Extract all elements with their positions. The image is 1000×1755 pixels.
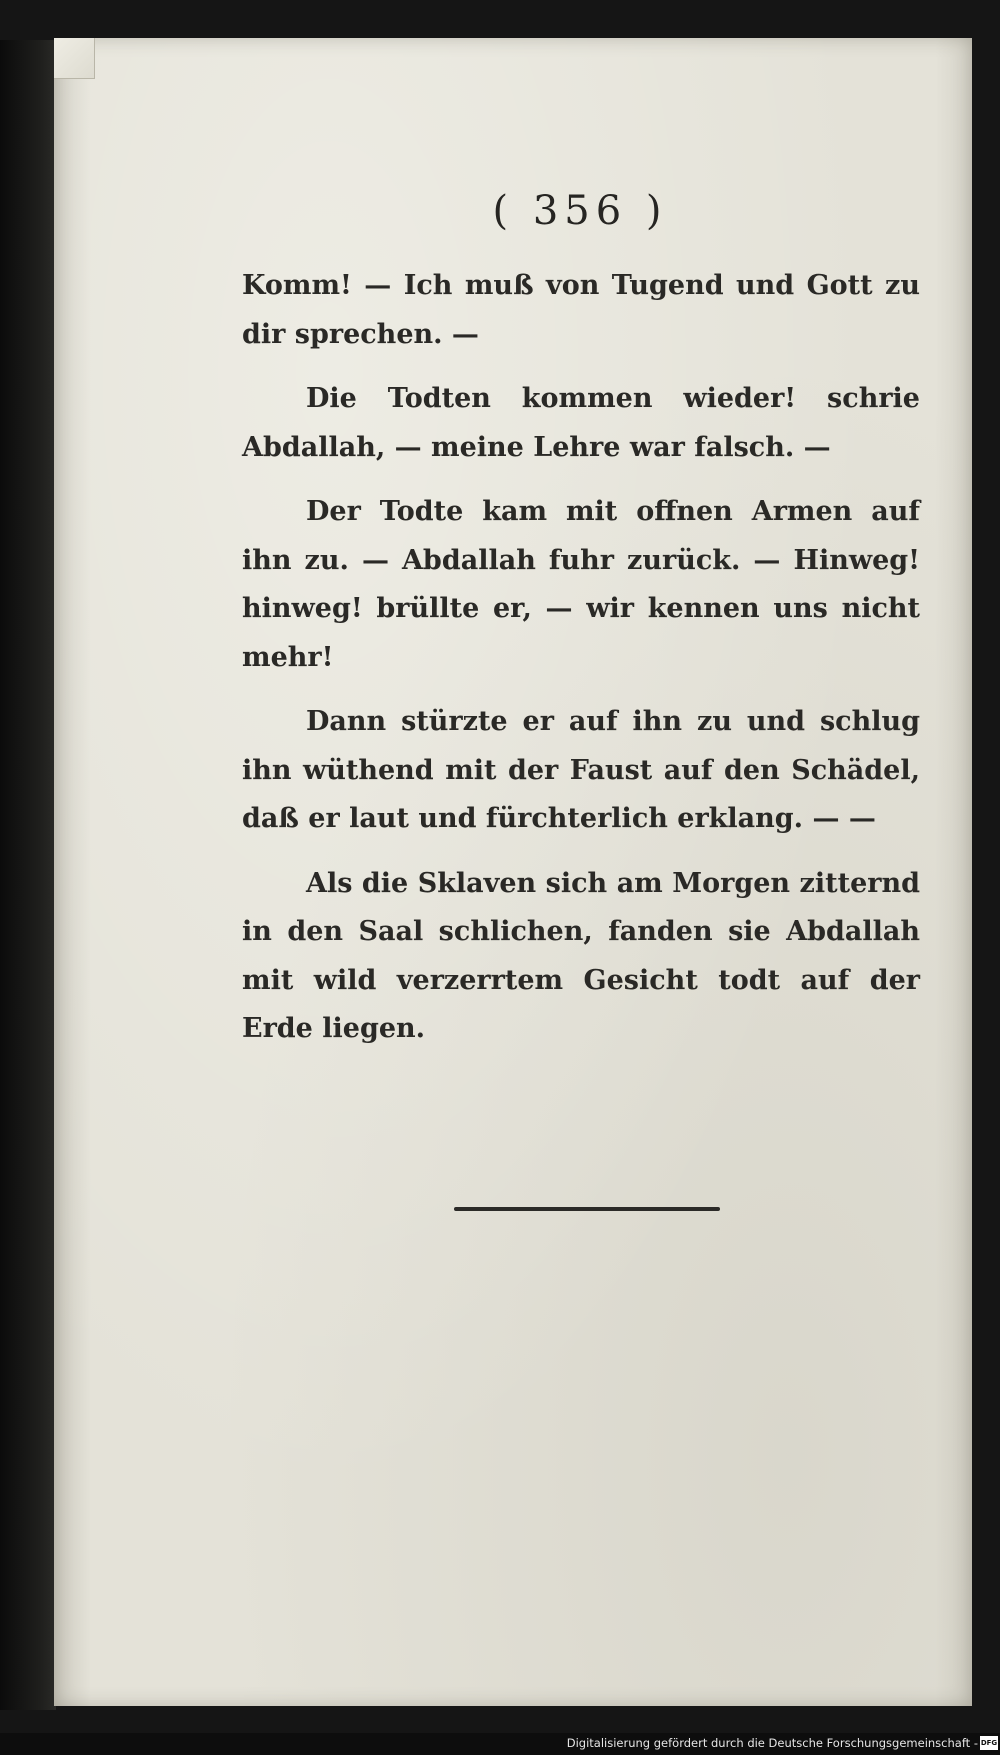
paragraph-1: Komm! — Ich muß von Tugend und Gott zu dir sprechen. — xyxy=(242,270,920,350)
dfg-logo-icon: DFG xyxy=(980,1736,998,1750)
paragraph-5: Als die Sklaven sich am Morgen zitternd in den Saal schlichen, fanden sie Abdallah mit wild verzerrtem Gesicht todt auf der Erde liegen. xyxy=(242,867,920,1044)
page-number: ( 356 ) xyxy=(492,188,668,234)
page-text xyxy=(242,262,920,1054)
page-corner-fold xyxy=(54,38,95,79)
end-rule xyxy=(454,1207,720,1211)
book-spine-edge xyxy=(0,40,56,1710)
digitization-credit: Digitalisierung gefördert durch die Deutsche Forschungsgemeinschaft - xyxy=(566,1736,978,1750)
paragraph-4: Dann stürzte er auf ihn zu und schlug ihn wüthend mit der Faust auf den Schädel, daß er laut und fürchterlich erklang. — — xyxy=(242,706,920,834)
paragraph-2: Die Todten kommen wieder! schrie Abdallah, — meine Lehre war falsch. — xyxy=(242,383,920,463)
paragraph-3: Der Todte kam mit offnen Armen auf ihn zu. — Abdallah fuhr zurück. — Hinweg! hinweg! brüllte er, — wir kennen uns nicht mehr! xyxy=(242,496,920,673)
